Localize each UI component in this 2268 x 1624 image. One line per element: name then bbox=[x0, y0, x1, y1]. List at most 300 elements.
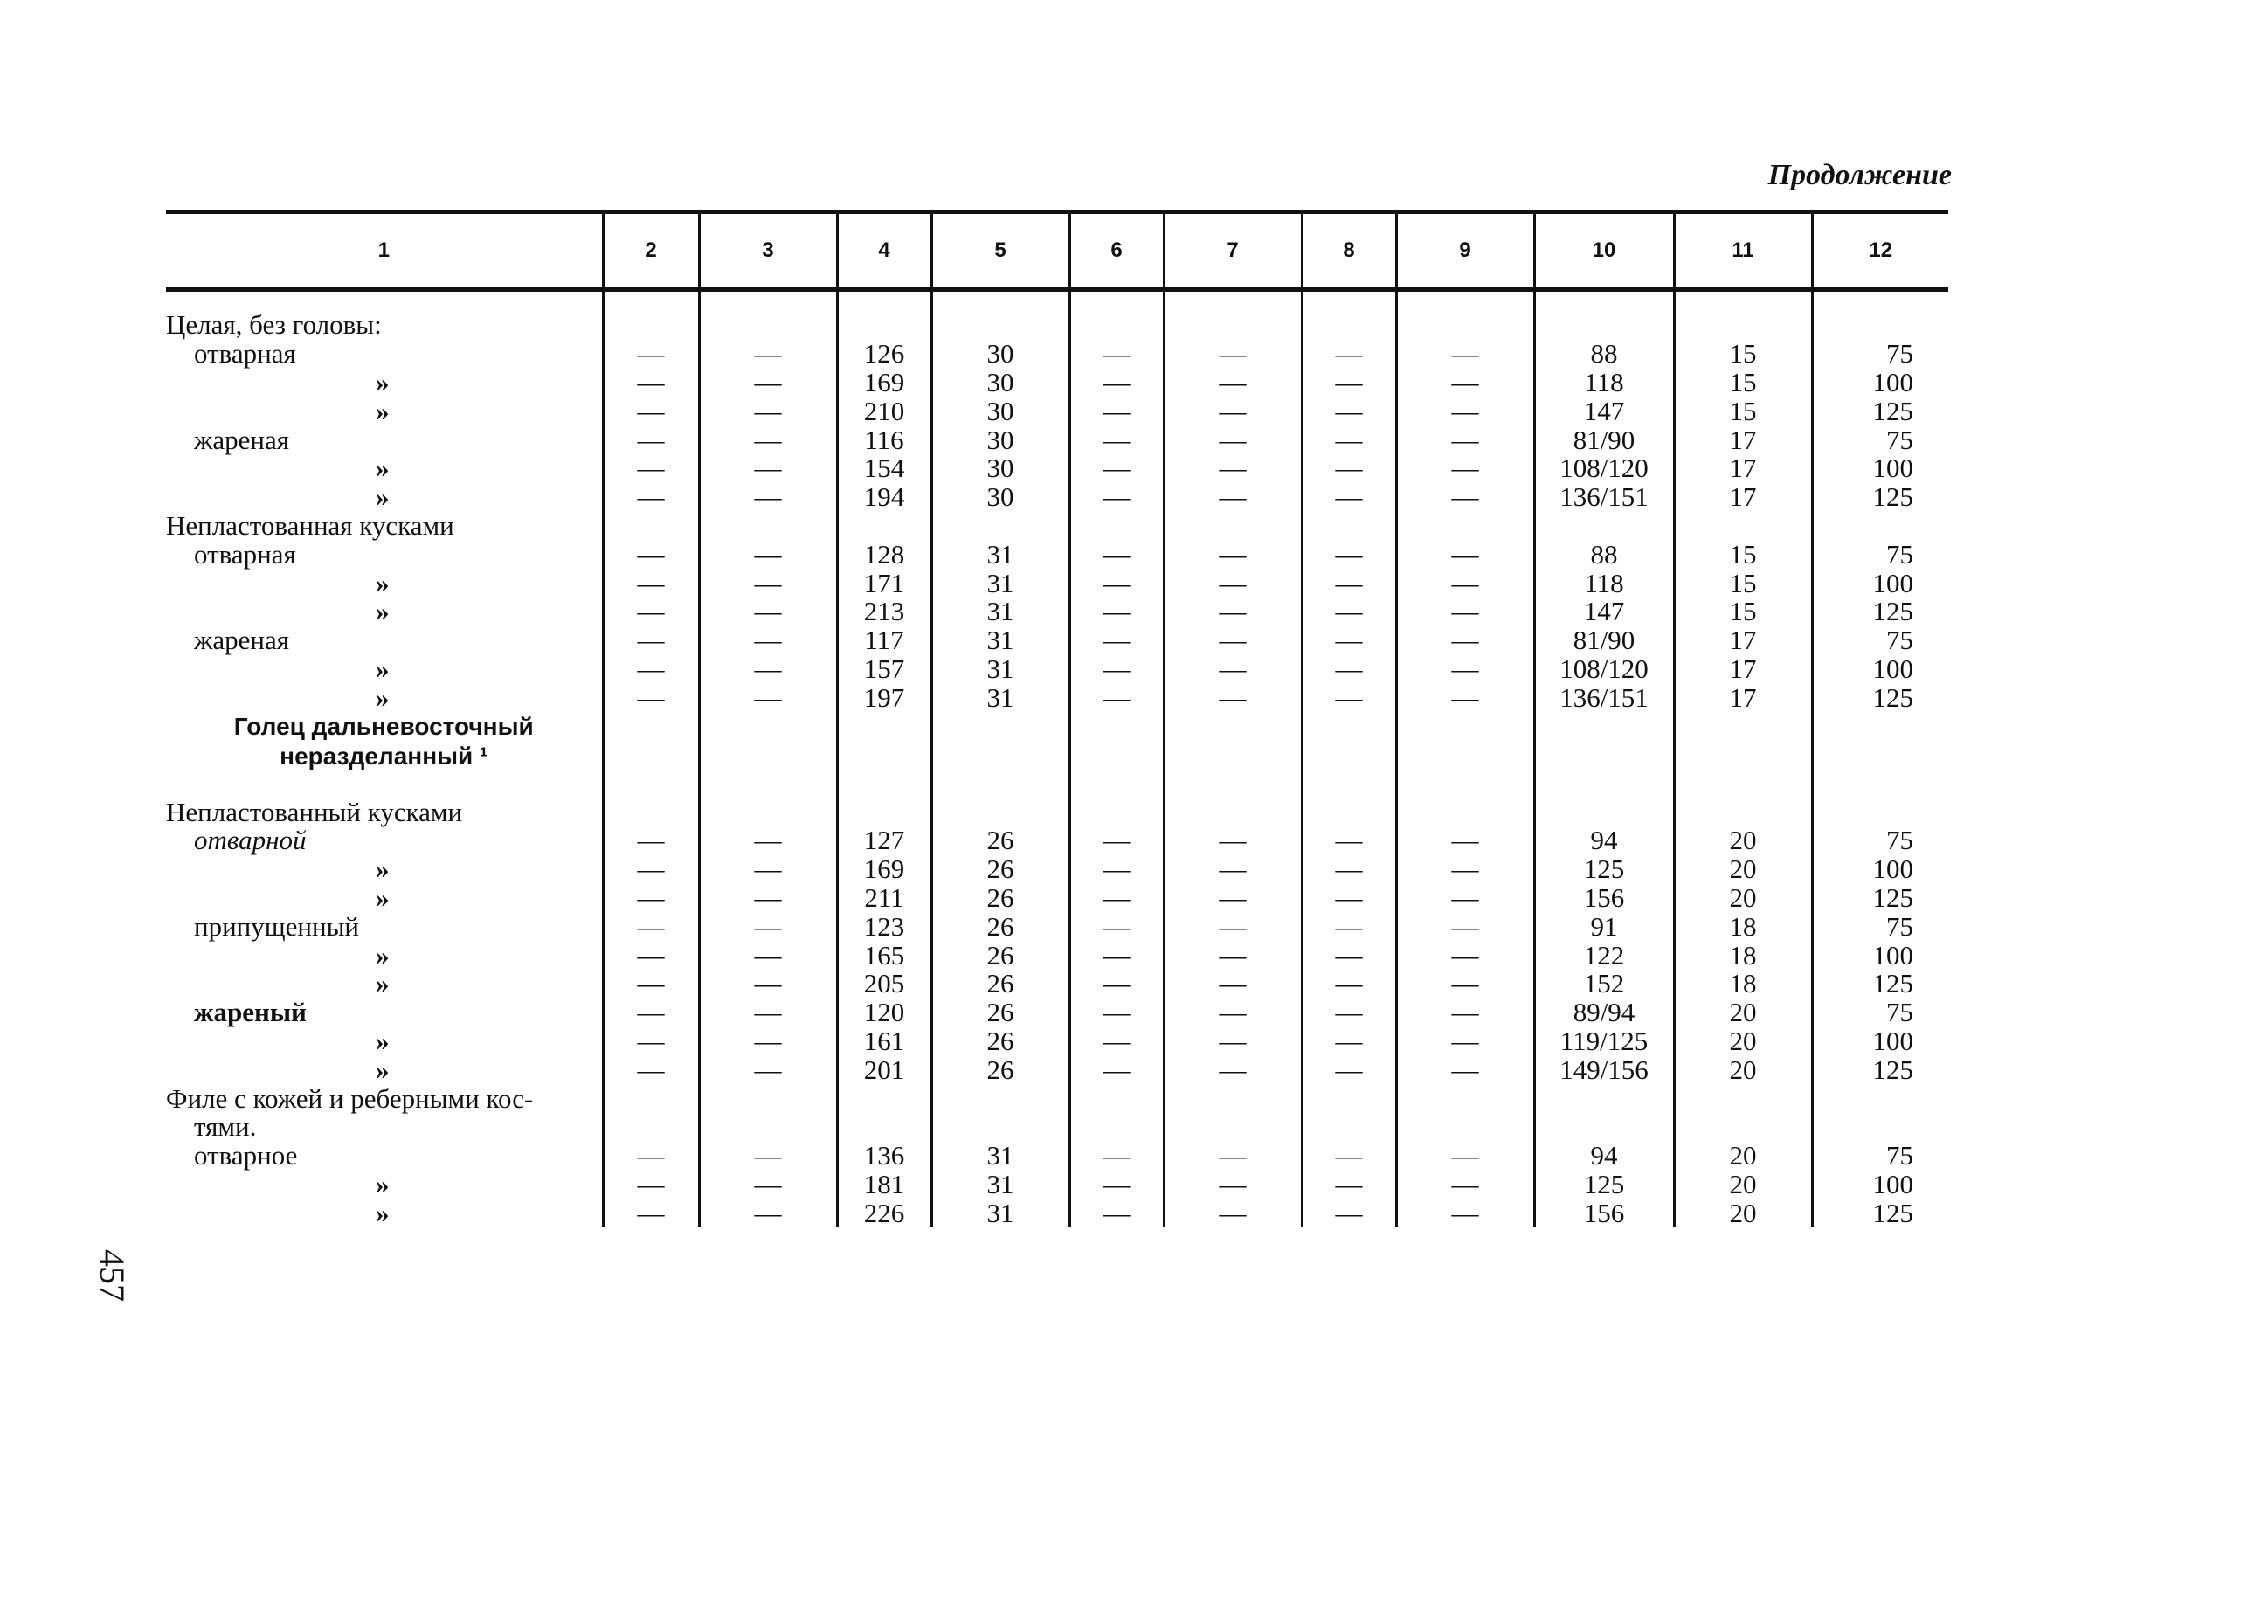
column-header-10: 10 bbox=[1534, 212, 1674, 290]
row-label: » bbox=[376, 1168, 390, 1199]
cell-col-7: — bbox=[1164, 569, 1302, 598]
cell-col-7: — bbox=[1164, 483, 1302, 512]
cell-col-2: — bbox=[603, 941, 699, 970]
cell-col-5: 31 bbox=[931, 1142, 1069, 1171]
empty-cell bbox=[837, 712, 931, 742]
empty-cell bbox=[1812, 742, 1948, 771]
cell-col-11: 20 bbox=[1674, 1142, 1812, 1171]
column-header-11: 11 bbox=[1674, 212, 1812, 290]
cell-col-10: 156 bbox=[1534, 884, 1674, 913]
spacer-cell bbox=[1069, 290, 1164, 312]
table-row bbox=[166, 1171, 1948, 1199]
cell-col-11: 20 bbox=[1674, 1171, 1812, 1199]
row-label: » bbox=[376, 1054, 390, 1085]
cell-col-8: — bbox=[1302, 540, 1396, 569]
cell-col-9: — bbox=[1396, 425, 1534, 454]
cell-col-10: 149/156 bbox=[1534, 1055, 1674, 1084]
cell-col-7: — bbox=[1164, 1142, 1302, 1171]
row-label: жареная bbox=[194, 625, 290, 656]
cell-col-9: — bbox=[1396, 598, 1534, 626]
cell-col-6: — bbox=[1069, 855, 1164, 884]
table-row bbox=[166, 742, 1948, 771]
empty-cell bbox=[837, 798, 931, 826]
cell-col-11: 20 bbox=[1674, 1027, 1812, 1056]
cell-col-2: — bbox=[603, 1171, 699, 1199]
cell-col-7: — bbox=[1164, 941, 1302, 970]
column-header-3: 3 bbox=[699, 212, 837, 290]
row-label: жареная bbox=[194, 424, 290, 455]
empty-cell bbox=[1534, 712, 1674, 742]
cell-col-4: 171 bbox=[837, 569, 931, 598]
table-row bbox=[166, 397, 1948, 425]
empty-cell bbox=[1534, 771, 1674, 798]
cell-col-5: 31 bbox=[931, 683, 1069, 712]
cell-col-11: 17 bbox=[1674, 683, 1812, 712]
cell-col-3: — bbox=[699, 1055, 837, 1084]
cell-col-12: 75 bbox=[1812, 340, 1948, 369]
cell-col-5: 31 bbox=[931, 1199, 1069, 1227]
empty-cell bbox=[931, 1113, 1069, 1142]
cell-col-2: — bbox=[603, 999, 699, 1027]
table-row bbox=[166, 626, 1948, 655]
row-label: » bbox=[376, 681, 390, 713]
cell-col-12: 75 bbox=[1812, 1142, 1948, 1171]
table-row bbox=[166, 1084, 1948, 1113]
row-label: » bbox=[376, 453, 390, 484]
continuation-label: Продолжение bbox=[1767, 159, 1952, 191]
cell-col-7: — bbox=[1164, 999, 1302, 1027]
cell-col-11: 17 bbox=[1674, 454, 1812, 483]
cell-col-5: 26 bbox=[931, 855, 1069, 884]
empty-cell bbox=[1812, 311, 1948, 340]
cell-col-12: 125 bbox=[1812, 598, 1948, 626]
empty-cell bbox=[699, 712, 837, 742]
cell-col-9: — bbox=[1396, 540, 1534, 569]
empty-cell bbox=[603, 1084, 699, 1113]
spacer-cell bbox=[1534, 290, 1674, 312]
cell-col-8: — bbox=[1302, 941, 1396, 970]
empty-cell bbox=[1674, 311, 1812, 340]
cell-col-8: — bbox=[1302, 1142, 1396, 1171]
empty-cell bbox=[1396, 512, 1534, 541]
row-label: тями. bbox=[194, 1111, 257, 1143]
cell-col-10: 147 bbox=[1534, 397, 1674, 425]
cell-col-6: — bbox=[1069, 397, 1164, 425]
cell-col-4: 169 bbox=[837, 369, 931, 397]
cell-col-3: — bbox=[699, 999, 837, 1027]
cell-col-4: 154 bbox=[837, 454, 931, 483]
cell-col-3: — bbox=[699, 1027, 837, 1056]
cell-col-9: — bbox=[1396, 397, 1534, 425]
empty-cell bbox=[1674, 1113, 1812, 1142]
cell-col-2: — bbox=[603, 425, 699, 454]
empty-cell bbox=[1302, 1084, 1396, 1113]
cell-col-11: 15 bbox=[1674, 397, 1812, 425]
cell-col-12: 125 bbox=[1812, 397, 1948, 425]
cell-col-7: — bbox=[1164, 655, 1302, 684]
cell-col-8: — bbox=[1302, 1027, 1396, 1056]
cell-col-2: — bbox=[603, 483, 699, 512]
table-row bbox=[166, 598, 1948, 626]
empty-cell bbox=[1302, 771, 1396, 798]
row-label: отварное bbox=[194, 1140, 298, 1171]
row-label: » bbox=[376, 395, 390, 426]
cell-col-4: 213 bbox=[837, 598, 931, 626]
empty-cell bbox=[1534, 311, 1674, 340]
cell-col-4: 181 bbox=[837, 1171, 931, 1199]
cell-col-6: — bbox=[1069, 655, 1164, 684]
row-label: » bbox=[376, 853, 390, 885]
empty-cell bbox=[1534, 742, 1674, 771]
cell-col-2: — bbox=[603, 540, 699, 569]
cell-col-3: — bbox=[699, 340, 837, 369]
column-header-6: 6 bbox=[1069, 212, 1164, 290]
cell-col-2: — bbox=[603, 826, 699, 855]
row-label: » bbox=[376, 596, 390, 627]
table-row bbox=[166, 855, 1948, 884]
empty-cell bbox=[1069, 311, 1164, 340]
cell-col-7: — bbox=[1164, 1199, 1302, 1227]
spacer-row bbox=[166, 290, 1948, 312]
empty-cell bbox=[1302, 798, 1396, 826]
cell-col-10: 88 bbox=[1534, 540, 1674, 569]
cell-col-12: 100 bbox=[1812, 1027, 1948, 1056]
empty-cell bbox=[1164, 742, 1302, 771]
empty-cell bbox=[1396, 712, 1534, 742]
empty-cell bbox=[1164, 311, 1302, 340]
cell-col-8: — bbox=[1302, 1199, 1396, 1227]
cell-col-12: 100 bbox=[1812, 655, 1948, 684]
cell-col-9: — bbox=[1396, 369, 1534, 397]
cell-col-9: — bbox=[1396, 1027, 1534, 1056]
cell-col-10: 88 bbox=[1534, 340, 1674, 369]
cell-col-7: — bbox=[1164, 340, 1302, 369]
cell-col-7: — bbox=[1164, 540, 1302, 569]
spacer-cell bbox=[1396, 290, 1534, 312]
cell-col-9: — bbox=[1396, 1171, 1534, 1199]
cell-col-5: 26 bbox=[931, 999, 1069, 1027]
header-row bbox=[166, 212, 1948, 290]
empty-cell bbox=[1396, 311, 1534, 340]
cell-col-2: — bbox=[603, 884, 699, 913]
cell-col-5: 30 bbox=[931, 369, 1069, 397]
cell-col-8: — bbox=[1302, 454, 1396, 483]
cell-col-6: — bbox=[1069, 369, 1164, 397]
cell-col-4: 169 bbox=[837, 855, 931, 884]
cell-col-8: — bbox=[1302, 425, 1396, 454]
cell-col-11: 17 bbox=[1674, 626, 1812, 655]
cell-col-2: — bbox=[603, 454, 699, 483]
cell-col-2: — bbox=[603, 970, 699, 999]
empty-cell bbox=[603, 311, 699, 340]
cell-col-2: — bbox=[603, 1055, 699, 1084]
cell-col-5: 30 bbox=[931, 340, 1069, 369]
cell-col-3: — bbox=[699, 569, 837, 598]
table-row bbox=[166, 655, 1948, 684]
spacer-cell bbox=[166, 290, 603, 312]
empty-cell bbox=[837, 1113, 931, 1142]
cell-col-3: — bbox=[699, 454, 837, 483]
cell-col-8: — bbox=[1302, 1055, 1396, 1084]
cell-col-3: — bbox=[699, 626, 837, 655]
cell-col-6: — bbox=[1069, 483, 1164, 512]
row-label: жареный bbox=[194, 997, 307, 1028]
empty-cell bbox=[1674, 742, 1812, 771]
column-header-4: 4 bbox=[837, 212, 931, 290]
cell-col-11: 17 bbox=[1674, 425, 1812, 454]
cell-col-7: — bbox=[1164, 1055, 1302, 1084]
cell-col-12: 125 bbox=[1812, 970, 1948, 999]
cell-col-7: — bbox=[1164, 683, 1302, 712]
empty-cell bbox=[603, 1113, 699, 1142]
cell-col-11: 20 bbox=[1674, 1199, 1812, 1227]
cell-col-5: 26 bbox=[931, 912, 1069, 941]
cell-col-3: — bbox=[699, 1171, 837, 1199]
cell-col-10: 156 bbox=[1534, 1199, 1674, 1227]
cell-col-7: — bbox=[1164, 970, 1302, 999]
cell-col-6: — bbox=[1069, 884, 1164, 913]
cell-col-2: — bbox=[603, 598, 699, 626]
empty-cell bbox=[603, 742, 699, 771]
cell-col-6: — bbox=[1069, 1199, 1164, 1227]
cell-col-12: 125 bbox=[1812, 483, 1948, 512]
cell-col-11: 17 bbox=[1674, 483, 1812, 512]
cell-col-5: 26 bbox=[931, 941, 1069, 970]
cell-col-9: — bbox=[1396, 569, 1534, 598]
cell-col-4: 165 bbox=[837, 941, 931, 970]
empty-cell bbox=[1534, 798, 1674, 826]
cell-col-8: — bbox=[1302, 655, 1396, 684]
cell-col-8: — bbox=[1302, 340, 1396, 369]
cell-col-2: — bbox=[603, 855, 699, 884]
spacer-cell bbox=[699, 290, 837, 312]
empty-cell bbox=[837, 512, 931, 541]
cell-col-6: — bbox=[1069, 912, 1164, 941]
cell-col-4: 117 bbox=[837, 626, 931, 655]
cell-col-10: 147 bbox=[1534, 598, 1674, 626]
spacer-cell bbox=[1674, 290, 1812, 312]
cell-col-2: — bbox=[603, 683, 699, 712]
empty-cell bbox=[1396, 771, 1534, 798]
column-header-5: 5 bbox=[931, 212, 1069, 290]
table-row bbox=[166, 941, 1948, 970]
page-number: 457 bbox=[93, 1249, 132, 1302]
empty-cell bbox=[1396, 1113, 1534, 1142]
row-label: » bbox=[376, 881, 390, 913]
empty-cell bbox=[931, 771, 1069, 798]
cell-col-11: 15 bbox=[1674, 340, 1812, 369]
cell-col-6: — bbox=[1069, 626, 1164, 655]
cell-col-3: — bbox=[699, 912, 837, 941]
cell-col-12: 125 bbox=[1812, 683, 1948, 712]
empty-cell bbox=[603, 771, 699, 798]
empty-cell bbox=[931, 742, 1069, 771]
cell-col-8: — bbox=[1302, 626, 1396, 655]
cell-col-2: — bbox=[603, 369, 699, 397]
spacer-cell bbox=[603, 290, 699, 312]
table-row bbox=[166, 683, 1948, 712]
cell-col-7: — bbox=[1164, 626, 1302, 655]
column-header-9: 9 bbox=[1396, 212, 1534, 290]
spacer-cell bbox=[837, 290, 931, 312]
empty-cell bbox=[1674, 771, 1812, 798]
cell-col-8: — bbox=[1302, 369, 1396, 397]
cell-col-6: — bbox=[1069, 970, 1164, 999]
cell-col-7: — bbox=[1164, 884, 1302, 913]
cell-col-7: — bbox=[1164, 454, 1302, 483]
table-body bbox=[166, 290, 1948, 1228]
row-label: Голец дальневосточный bbox=[233, 713, 534, 741]
cell-col-5: 31 bbox=[931, 598, 1069, 626]
cell-col-10: 81/90 bbox=[1534, 425, 1674, 454]
cell-col-3: — bbox=[699, 683, 837, 712]
row-label: Непластованная кусками bbox=[166, 509, 454, 541]
cell-col-3: — bbox=[699, 1142, 837, 1171]
empty-cell bbox=[1302, 1113, 1396, 1142]
table-row bbox=[166, 311, 1948, 340]
empty-cell bbox=[1302, 712, 1396, 742]
spacer-cell bbox=[1812, 290, 1948, 312]
cell-col-8: — bbox=[1302, 483, 1396, 512]
row-label bbox=[166, 771, 603, 798]
cell-col-7: — bbox=[1164, 397, 1302, 425]
empty-cell bbox=[1674, 712, 1812, 742]
empty-cell bbox=[1534, 512, 1674, 541]
cell-col-5: 26 bbox=[931, 826, 1069, 855]
table-row bbox=[166, 826, 1948, 855]
cell-col-5: 31 bbox=[931, 540, 1069, 569]
cell-col-3: — bbox=[699, 655, 837, 684]
cell-col-5: 26 bbox=[931, 884, 1069, 913]
cell-col-6: — bbox=[1069, 425, 1164, 454]
cell-col-12: 75 bbox=[1812, 912, 1948, 941]
cell-col-7: — bbox=[1164, 1027, 1302, 1056]
empty-cell bbox=[1164, 512, 1302, 541]
cell-col-11: 18 bbox=[1674, 970, 1812, 999]
cell-col-10: 108/120 bbox=[1534, 655, 1674, 684]
empty-cell bbox=[1674, 798, 1812, 826]
cell-col-9: — bbox=[1396, 1199, 1534, 1227]
cell-col-10: 108/120 bbox=[1534, 454, 1674, 483]
empty-cell bbox=[931, 798, 1069, 826]
cell-col-12: 75 bbox=[1812, 626, 1948, 655]
cell-col-2: — bbox=[603, 912, 699, 941]
cell-col-8: — bbox=[1302, 826, 1396, 855]
row-label: » bbox=[376, 653, 390, 684]
cell-col-9: — bbox=[1396, 999, 1534, 1027]
cell-col-9: — bbox=[1396, 1055, 1534, 1084]
cell-col-5: 31 bbox=[931, 655, 1069, 684]
cell-col-8: — bbox=[1302, 999, 1396, 1027]
empty-cell bbox=[603, 712, 699, 742]
table-row bbox=[166, 771, 1948, 798]
table-row bbox=[166, 999, 1948, 1027]
row-label: Целая, без головы: bbox=[166, 309, 382, 341]
cell-col-10: 81/90 bbox=[1534, 626, 1674, 655]
table-row bbox=[166, 369, 1948, 397]
cell-col-5: 26 bbox=[931, 1027, 1069, 1056]
empty-cell bbox=[1812, 1084, 1948, 1113]
empty-cell bbox=[931, 512, 1069, 541]
empty-cell bbox=[1164, 771, 1302, 798]
cell-col-3: — bbox=[699, 826, 837, 855]
empty-cell bbox=[699, 1113, 837, 1142]
cell-col-8: — bbox=[1302, 397, 1396, 425]
column-header-1: 1 bbox=[166, 212, 603, 290]
cell-col-11: 15 bbox=[1674, 369, 1812, 397]
table-row bbox=[166, 1027, 1948, 1056]
empty-cell bbox=[699, 512, 837, 541]
cell-col-2: — bbox=[603, 1199, 699, 1227]
cell-col-11: 17 bbox=[1674, 655, 1812, 684]
cell-col-4: 210 bbox=[837, 397, 931, 425]
empty-cell bbox=[1812, 771, 1948, 798]
cell-col-12: 75 bbox=[1812, 826, 1948, 855]
cell-col-11: 20 bbox=[1674, 1055, 1812, 1084]
cell-col-8: — bbox=[1302, 1171, 1396, 1199]
cell-col-11: 20 bbox=[1674, 855, 1812, 884]
cell-col-12: 100 bbox=[1812, 941, 1948, 970]
column-header-8: 8 bbox=[1302, 212, 1396, 290]
cell-col-2: — bbox=[603, 340, 699, 369]
cell-col-9: — bbox=[1396, 340, 1534, 369]
empty-cell bbox=[1164, 1084, 1302, 1113]
empty-cell bbox=[1396, 1084, 1534, 1113]
cell-col-10: 152 bbox=[1534, 970, 1674, 999]
empty-cell bbox=[1164, 798, 1302, 826]
cell-col-9: — bbox=[1396, 855, 1534, 884]
empty-cell bbox=[1069, 771, 1164, 798]
table-row bbox=[166, 425, 1948, 454]
empty-cell bbox=[699, 311, 837, 340]
cell-col-10: 125 bbox=[1534, 855, 1674, 884]
empty-cell bbox=[1164, 712, 1302, 742]
table-row bbox=[166, 912, 1948, 941]
cell-col-4: 226 bbox=[837, 1199, 931, 1227]
empty-cell bbox=[1302, 512, 1396, 541]
cell-col-11: 20 bbox=[1674, 884, 1812, 913]
cell-col-10: 94 bbox=[1534, 1142, 1674, 1171]
empty-cell bbox=[699, 771, 837, 798]
cell-col-12: 100 bbox=[1812, 1171, 1948, 1199]
cell-col-4: 128 bbox=[837, 540, 931, 569]
cell-col-7: — bbox=[1164, 598, 1302, 626]
row-label: неразделанный ¹ bbox=[280, 743, 488, 771]
empty-cell bbox=[603, 798, 699, 826]
cell-col-7: — bbox=[1164, 369, 1302, 397]
cell-col-6: — bbox=[1069, 826, 1164, 855]
cell-col-12: 75 bbox=[1812, 425, 1948, 454]
cell-col-12: 125 bbox=[1812, 1199, 1948, 1227]
cell-col-4: 120 bbox=[837, 999, 931, 1027]
row-label: отварная bbox=[194, 338, 296, 370]
empty-cell bbox=[1534, 1113, 1674, 1142]
cell-col-9: — bbox=[1396, 655, 1534, 684]
column-header-7: 7 bbox=[1164, 212, 1302, 290]
cell-col-8: — bbox=[1302, 569, 1396, 598]
table-row bbox=[166, 1199, 1948, 1227]
cell-col-4: 123 bbox=[837, 912, 931, 941]
row-label: Непластованный кусками bbox=[166, 796, 463, 827]
row-label: » bbox=[376, 366, 390, 397]
cell-col-12: 100 bbox=[1812, 569, 1948, 598]
cell-col-4: 116 bbox=[837, 425, 931, 454]
cell-col-3: — bbox=[699, 425, 837, 454]
cell-col-12: 100 bbox=[1812, 454, 1948, 483]
cell-col-4: 197 bbox=[837, 683, 931, 712]
table-row bbox=[166, 483, 1948, 512]
cell-col-3: — bbox=[699, 598, 837, 626]
